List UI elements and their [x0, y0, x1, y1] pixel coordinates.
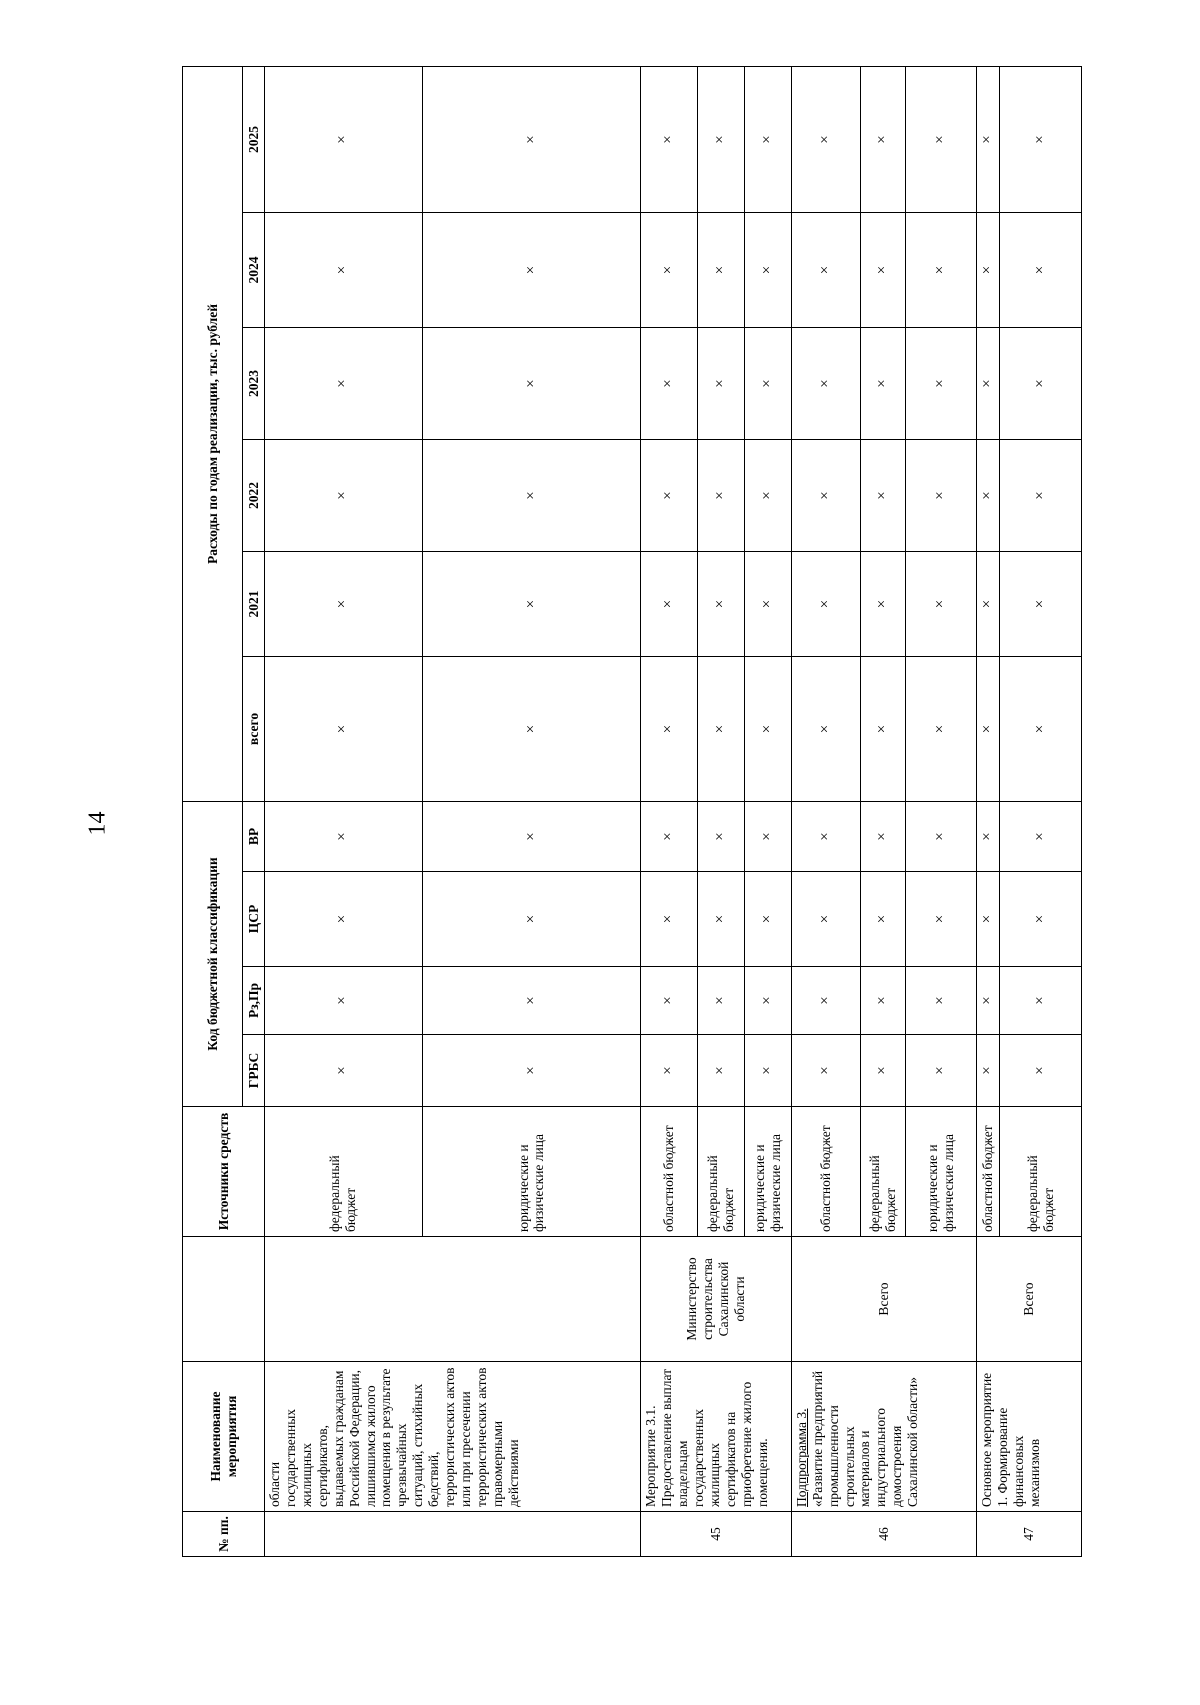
subprogram-link[interactable]: Подпрограмма 3. — [793, 1408, 809, 1507]
cell-mark: × — [906, 213, 977, 328]
cell-mark: × — [906, 1035, 977, 1107]
cell-mark: × — [906, 66, 977, 212]
cell-mark: × — [265, 1035, 423, 1107]
cell-mark: × — [641, 967, 697, 1035]
cell-mark: × — [791, 967, 861, 1035]
header-total: всего — [243, 657, 265, 802]
cell-mark: × — [697, 872, 744, 967]
cell-mark: × — [861, 66, 906, 212]
cell-mark: × — [976, 657, 999, 802]
cell-mark: × — [744, 328, 791, 440]
rotated-table-container — [182, 67, 1082, 1557]
header-grbs: ГРБС — [243, 1035, 265, 1107]
cell-mark: × — [791, 872, 861, 967]
cell-mark: × — [744, 802, 791, 872]
cell-mark: × — [744, 440, 791, 552]
cell-mark: × — [906, 440, 977, 552]
header-num: № пп. — [183, 1512, 265, 1557]
cell-mark: × — [861, 440, 906, 552]
cell-mark: × — [422, 66, 641, 212]
cell-mark: × — [641, 213, 697, 328]
cell-mark: × — [422, 213, 641, 328]
header-2021: 2021 — [243, 552, 265, 657]
cell-mark: × — [422, 440, 641, 552]
cell-mark: × — [697, 552, 744, 657]
cell-mark: × — [976, 440, 999, 552]
cell-mark: × — [641, 66, 697, 212]
cell-source: областной бюджет — [641, 1107, 697, 1237]
table-row — [265, 66, 423, 1556]
cell-name — [791, 1362, 976, 1512]
cell-mark: × — [641, 872, 697, 967]
cell-mark: × — [265, 440, 423, 552]
cell-mark: × — [422, 657, 641, 802]
cell-name: Основное мероприятие 1. Формирование финансовых механизмов — [976, 1362, 1081, 1512]
cell-mark: × — [906, 872, 977, 967]
cell-mark: × — [422, 872, 641, 967]
cell-mark: × — [422, 328, 641, 440]
cell-mark: × — [641, 1035, 697, 1107]
cell-source: юридические и физические лица — [906, 1107, 977, 1237]
cell-num: 47 — [976, 1512, 1081, 1557]
cell-mark: × — [422, 967, 641, 1035]
cell-mark: × — [976, 967, 999, 1035]
cell-executor: Всего — [791, 1237, 976, 1362]
cell-num: 46 — [791, 1512, 976, 1557]
cell-executor: Министерство строительства Сахалинской области — [641, 1237, 791, 1362]
cell-mark: × — [791, 328, 861, 440]
subprogram-title: «Развитие предприятий промышленности строительных материалов и индустриального домостроения Сахалинской области» — [809, 1370, 921, 1507]
header-name: Наименование мероприятия — [183, 1362, 265, 1512]
cell-mark: × — [1000, 872, 1082, 967]
cell-source: областной бюджет — [976, 1107, 999, 1237]
header-2025: 2025 — [243, 66, 265, 212]
cell-mark: × — [976, 552, 999, 657]
cell-mark: × — [697, 66, 744, 212]
cell-mark: × — [976, 872, 999, 967]
cell-mark: × — [265, 213, 423, 328]
expenses-table — [182, 66, 1082, 1557]
cell-mark: × — [1000, 440, 1082, 552]
cell-source: областной бюджет — [791, 1107, 861, 1237]
cell-name: области государственных жилищных сертификатов, выдаваемых гражданам Российской Федерации, лишившимся жилого помещения в результате чрезвычайных ситуаций, стихийных бедствий, террористических актов или при пресечении террористических актов правомерными действиями — [265, 1362, 641, 1512]
cell-mark: × — [265, 552, 423, 657]
cell-source: федеральный бюджет — [1000, 1107, 1082, 1237]
cell-mark: × — [697, 213, 744, 328]
cell-mark: × — [265, 802, 423, 872]
cell-mark: × — [791, 802, 861, 872]
cell-mark: × — [422, 552, 641, 657]
cell-mark: × — [1000, 213, 1082, 328]
header-vr: ВР — [243, 802, 265, 872]
cell-mark: × — [976, 66, 999, 212]
cell-mark: × — [744, 967, 791, 1035]
cell-mark: × — [422, 1035, 641, 1107]
cell-mark: × — [641, 552, 697, 657]
cell-mark: × — [697, 802, 744, 872]
cell-mark: × — [861, 1035, 906, 1107]
cell-mark: × — [791, 552, 861, 657]
cell-num: 45 — [641, 1512, 791, 1557]
header-2022: 2022 — [243, 440, 265, 552]
cell-mark: × — [265, 66, 423, 212]
cell-mark: × — [697, 440, 744, 552]
cell-source: федеральный бюджет — [861, 1107, 906, 1237]
cell-name: Мероприятие 3.1. Предоставление выплат владельцам государственных жилищных сертификатов на приобретение жилого помещения. — [641, 1362, 791, 1512]
cell-mark: × — [906, 552, 977, 657]
table-row — [641, 66, 697, 1556]
cell-mark: × — [976, 328, 999, 440]
header-bk-group: Код бюджетной классификации — [183, 802, 243, 1107]
cell-mark: × — [1000, 1035, 1082, 1107]
cell-mark: × — [265, 657, 423, 802]
header-expenses-group: Расходы по годам реализации, тыс. рублей — [183, 66, 243, 801]
cell-mark: × — [641, 328, 697, 440]
cell-mark: × — [1000, 66, 1082, 212]
cell-mark: × — [906, 657, 977, 802]
cell-mark: × — [861, 872, 906, 967]
cell-mark: × — [861, 552, 906, 657]
cell-mark: × — [265, 872, 423, 967]
cell-mark: × — [861, 802, 906, 872]
cell-mark: × — [697, 967, 744, 1035]
header-source: Источники средств — [183, 1107, 265, 1237]
cell-mark: × — [1000, 552, 1082, 657]
cell-mark: × — [744, 872, 791, 967]
cell-num — [265, 1512, 641, 1557]
cell-source: юридические и физические лица — [422, 1107, 641, 1237]
cell-source: федеральный бюджет — [265, 1107, 423, 1237]
header-executor — [183, 1237, 265, 1362]
cell-mark: × — [744, 66, 791, 212]
cell-mark: × — [697, 328, 744, 440]
cell-mark: × — [861, 657, 906, 802]
cell-mark: × — [791, 66, 861, 212]
cell-mark: × — [976, 213, 999, 328]
cell-mark: × — [861, 213, 906, 328]
header-2023: 2023 — [243, 328, 265, 440]
cell-mark: × — [744, 213, 791, 328]
cell-mark: × — [791, 1035, 861, 1107]
cell-mark: × — [976, 1035, 999, 1107]
cell-mark: × — [1000, 657, 1082, 802]
cell-source: юридические и физические лица — [744, 1107, 791, 1237]
cell-mark: × — [1000, 802, 1082, 872]
cell-source: федеральный бюджет — [697, 1107, 744, 1237]
cell-executor: Всего — [976, 1237, 1081, 1362]
cell-mark: × — [641, 440, 697, 552]
cell-mark: × — [791, 657, 861, 802]
cell-mark: × — [422, 802, 641, 872]
table-row — [791, 66, 861, 1556]
cell-mark: × — [791, 213, 861, 328]
cell-mark: × — [744, 552, 791, 657]
cell-mark: × — [906, 967, 977, 1035]
cell-mark: × — [791, 440, 861, 552]
cell-mark: × — [744, 657, 791, 802]
cell-mark: × — [265, 328, 423, 440]
cell-mark: × — [861, 967, 906, 1035]
cell-mark: × — [1000, 967, 1082, 1035]
cell-mark: × — [641, 802, 697, 872]
header-csr: ЦСР — [243, 872, 265, 967]
cell-mark: × — [744, 1035, 791, 1107]
cell-mark: × — [265, 967, 423, 1035]
cell-mark: × — [697, 657, 744, 802]
cell-mark: × — [906, 802, 977, 872]
cell-mark: × — [906, 328, 977, 440]
cell-mark: × — [976, 802, 999, 872]
header-2024: 2024 — [243, 213, 265, 328]
cell-mark: × — [641, 657, 697, 802]
page-number: 14 — [84, 811, 111, 836]
cell-mark: × — [861, 328, 906, 440]
cell-executor — [265, 1237, 641, 1362]
cell-mark: × — [1000, 328, 1082, 440]
table-row — [976, 66, 999, 1556]
header-rzpr: Рз,Пр — [243, 967, 265, 1035]
cell-mark: × — [697, 1035, 744, 1107]
